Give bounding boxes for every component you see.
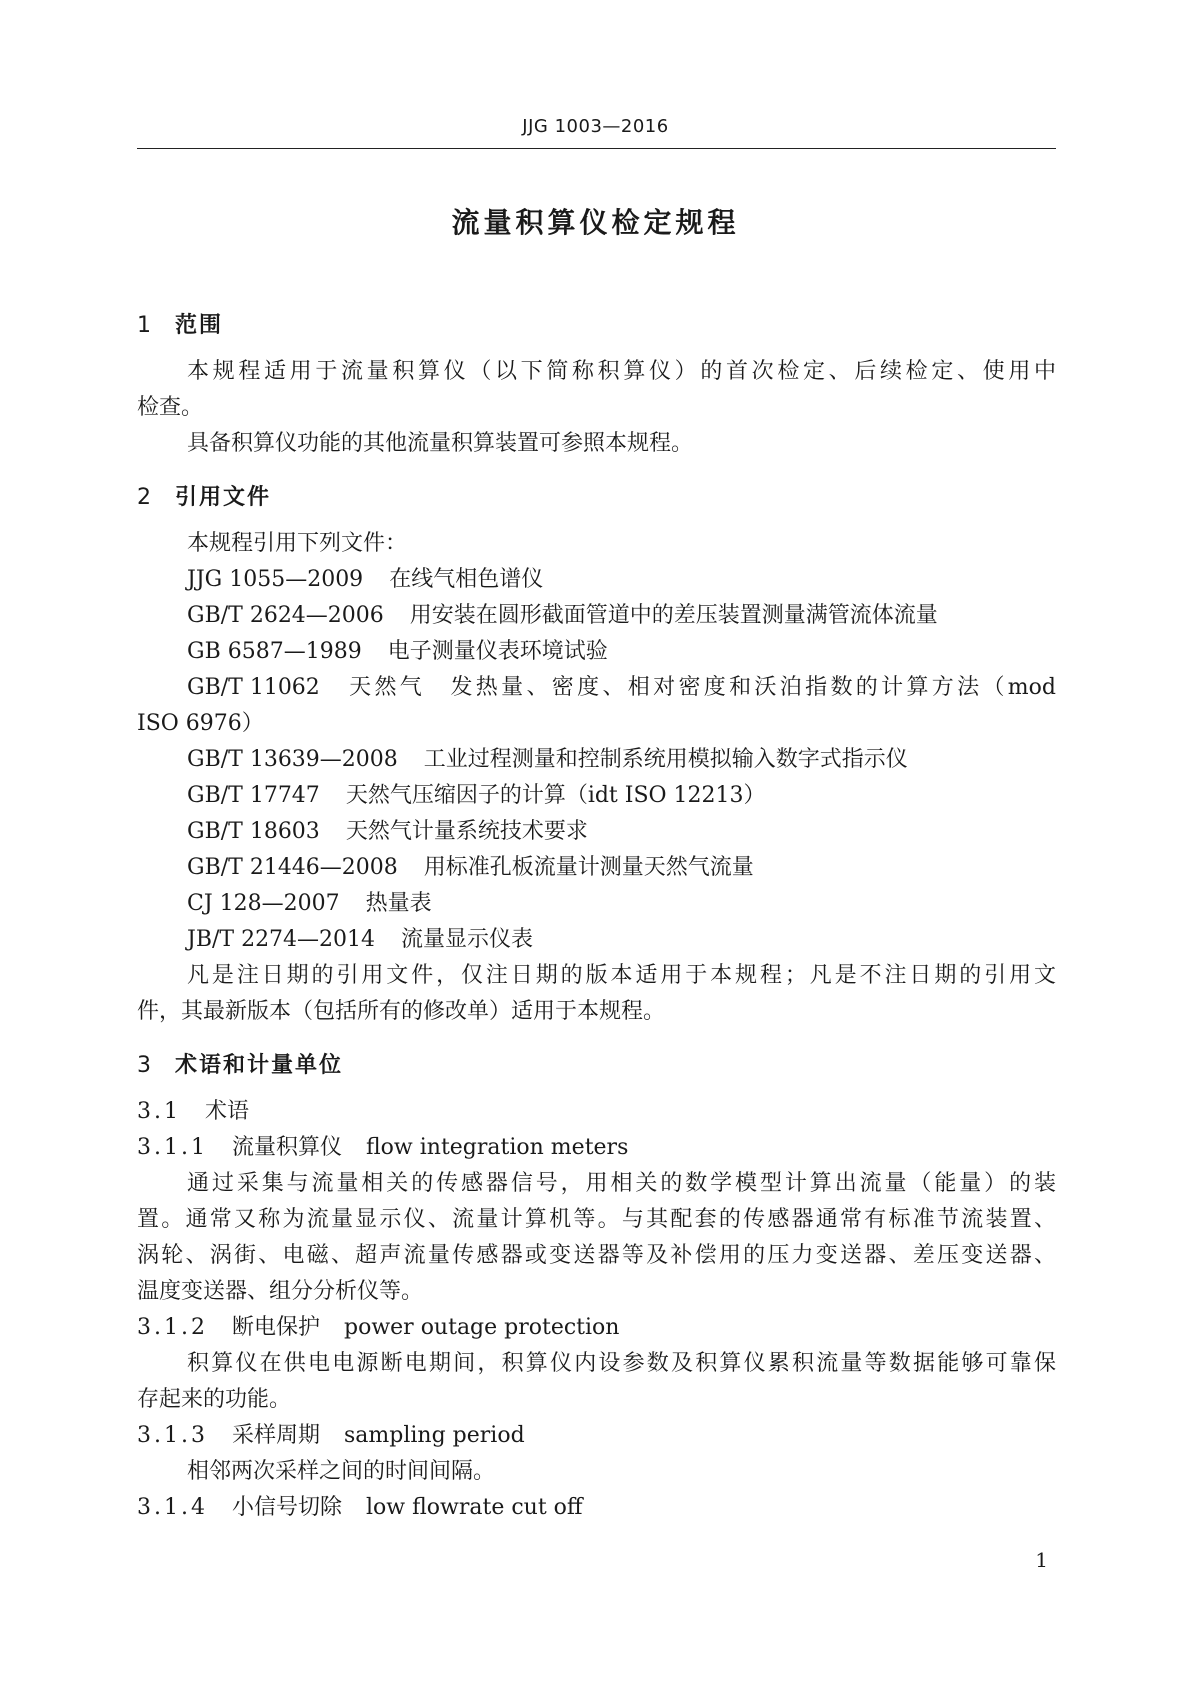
definition-line: 相邻两次采样之间的时间间隔。 <box>187 1459 496 1484</box>
term-number: 3.1.1 <box>137 1135 208 1160</box>
reference-code: GB/T 18603 <box>187 819 320 844</box>
reference-name: 用安装在圆形截面管道中的差压装置测量满管流体流量 <box>409 603 938 628</box>
term-heading <box>137 1130 1056 1166</box>
reference-continuation: ISO 6976） <box>137 711 264 736</box>
document-code-header: JJG 1003—2016 <box>522 116 669 137</box>
reference-name: 天然气 发热量、密度、相对密度和沃泊指数的计算方法（mod <box>345 675 1056 700</box>
document-title: 流量积算仪检定规程 <box>451 206 740 239</box>
reference-item <box>137 922 1056 958</box>
term-chinese: 流量积算仪 <box>231 1135 342 1160</box>
reference-name: 电子测量仪表环境试验 <box>387 639 608 664</box>
reference-name: 工业过程测量和控制系统用模拟输入数字式指示仪 <box>423 747 908 772</box>
section-title: 引用文件 <box>175 485 272 510</box>
term-heading <box>137 1490 1056 1526</box>
term-english: low flowrate cut off <box>366 1495 583 1520</box>
term-english: flow integration meters <box>366 1135 629 1160</box>
term-chinese: 采样周期 <box>231 1423 320 1448</box>
reference-name: 天然气压缩因子的计算（idt ISO 12213） <box>345 783 766 808</box>
reference-item <box>137 670 1056 706</box>
definition-line: 温度变送器、组分分析仪等。 <box>137 1279 424 1304</box>
reference-name: 天然气计量系统技术要求 <box>345 819 588 844</box>
reference-code: GB 6587—1989 <box>187 639 362 664</box>
page-number: 1 <box>1035 1548 1048 1572</box>
section-number: 1 <box>137 313 153 338</box>
reference-code: GB/T 21446—2008 <box>187 855 398 880</box>
reference-code: GB/T 11062 <box>187 675 320 700</box>
reference-code: JJG 1055—2009 <box>187 567 364 592</box>
paragraph-line: 件，其最新版本（包括所有的修改单）适用于本规程。 <box>137 999 666 1024</box>
header-rule <box>137 148 1056 149</box>
reference-item <box>137 634 1056 670</box>
reference-item <box>137 742 1056 778</box>
section-3-heading <box>137 1048 1056 1084</box>
term-heading <box>137 1310 1056 1346</box>
definition-line: 涡轮、涡街、电磁、超声流量传感器或变送器等及补偿用的压力变送器、差压变送器、 <box>137 1243 1056 1268</box>
term-number: 3.1.4 <box>137 1495 208 1520</box>
reference-item <box>137 562 1056 598</box>
term-number: 3.1.2 <box>137 1315 208 1340</box>
subsection-heading <box>137 1094 1056 1130</box>
reference-code: GB/T 13639—2008 <box>187 747 398 772</box>
reference-item <box>137 778 1056 814</box>
paragraph-line: 凡是注日期的引用文件，仅注日期的版本适用于本规程；凡是不注日期的引用文 <box>187 963 1056 988</box>
paragraph-line: 具备积算仪功能的其他流量积算装置可参照本规程。 <box>187 431 694 456</box>
reference-name: 流量显示仪表 <box>401 927 534 952</box>
term-english: sampling period <box>344 1423 525 1448</box>
reference-code: GB/T 2624—2006 <box>187 603 384 628</box>
term-heading <box>137 1418 1056 1454</box>
subsection-title: 术语 <box>205 1099 250 1124</box>
section-title: 范围 <box>175 313 224 338</box>
reference-code: CJ 128—2007 <box>187 891 340 916</box>
reference-item <box>137 598 1056 634</box>
section-number: 3 <box>137 1053 153 1078</box>
section-number: 2 <box>137 485 153 510</box>
paragraph-line: 本规程引用下列文件： <box>187 531 408 556</box>
subsection-number: 3.1 <box>137 1099 181 1124</box>
paragraph-line: 本规程适用于流量积算仪（以下简称积算仪）的首次检定、后续检定、使用中 <box>187 359 1056 384</box>
reference-name: 热量表 <box>365 891 432 916</box>
definition-line: 存起来的功能。 <box>137 1387 292 1412</box>
section-2-heading <box>137 480 1056 516</box>
reference-name: 用标准孔板流量计测量天然气流量 <box>423 855 754 880</box>
term-english: power outage protection <box>344 1315 620 1340</box>
term-number: 3.1.3 <box>137 1423 208 1448</box>
paragraph-line: 检查。 <box>137 395 204 420</box>
term-chinese: 小信号切除 <box>231 1495 342 1520</box>
definition-line: 积算仪在供电电源断电期间，积算仪内设参数及积算仪累积流量等数据能够可靠保 <box>187 1351 1056 1376</box>
definition-line: 通过采集与流量相关的传感器信号，用相关的数学模型计算出流量（能量）的装 <box>187 1171 1056 1196</box>
term-chinese: 断电保护 <box>231 1315 320 1340</box>
section-title: 术语和计量单位 <box>175 1053 344 1078</box>
reference-item <box>137 850 1056 886</box>
reference-item <box>137 814 1056 850</box>
document-body <box>137 290 1056 1526</box>
reference-item <box>137 886 1056 922</box>
reference-code: GB/T 17747 <box>187 783 320 808</box>
reference-code: JB/T 2274—2014 <box>187 927 376 952</box>
section-1-heading <box>137 308 1056 344</box>
definition-line: 置。通常又称为流量显示仪、流量计算机等。与其配套的传感器通常有标准节流装置、 <box>137 1207 1056 1232</box>
reference-name: 在线气相色谱仪 <box>389 567 544 592</box>
